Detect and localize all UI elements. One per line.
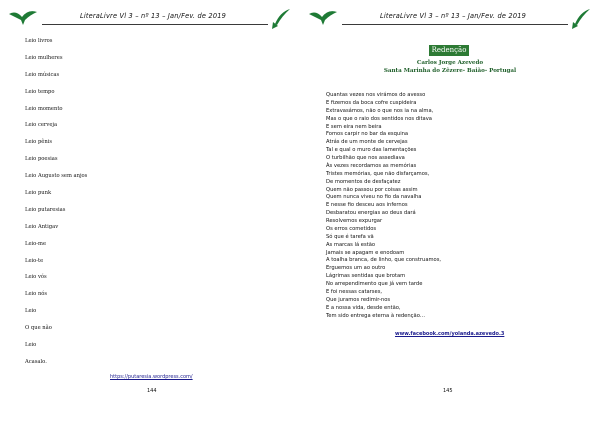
header-rule: [342, 24, 568, 25]
poem-line: Leio: [25, 342, 37, 349]
poem-line: Tristes memórias, que não disfarçamos,: [326, 170, 430, 177]
poem-line: Leio cerveja: [25, 122, 58, 129]
facebook-link[interactable]: www.facebook.com/yolanda.azevedo.3: [395, 331, 505, 337]
poem-line: Desbaratou energias ao deus dará: [326, 210, 416, 217]
poem-line: Leio-me: [25, 240, 47, 247]
poem-line: Leio nós: [25, 291, 48, 298]
poem-line: Leio Augusto sem anjos: [25, 173, 88, 180]
poem-line: Só que é tarefa vã: [326, 233, 374, 240]
header-title: LiteraLivre Vl 3 – nº 13 – Jan/Fev. de 2019: [379, 12, 527, 20]
poem-line: Os erros cometidos: [326, 225, 377, 232]
poem-line: Leio mulheres: [25, 54, 63, 61]
poem-line: Jamais se apagam e enodoam: [326, 249, 405, 256]
poem-line: Tem sido entrega eterna à redenção…: [326, 312, 426, 319]
header-title: LiteraLivre Vl 3 – nº 13 – Jan/Fev. de 2019: [79, 12, 227, 20]
poem-line: Leio: [25, 308, 37, 315]
poem-title: Redenção: [429, 45, 469, 56]
poem-line: E a nossa vida, desde então,: [326, 304, 401, 311]
right-page: [300, 0, 600, 424]
poem-line: O turbilhão que nos assediava: [326, 155, 405, 161]
poem-line: Às vezes recordamos as memórias: [326, 162, 417, 169]
poem-line: E nesse fio desceu aos infernos: [326, 202, 408, 209]
poem-line: Leio Antigav: [25, 223, 59, 230]
poem-line: Erguemos um ao outro: [326, 265, 386, 272]
poem-line: E foi nessas catarses,: [326, 288, 383, 295]
author-name: Carlos Jorge Azevedo: [416, 60, 484, 66]
flying-bird-icon: [8, 8, 38, 30]
poem-line: Leio poesias: [25, 156, 58, 163]
header-rule: [42, 24, 268, 25]
poem-line: Leio tempo: [25, 88, 55, 95]
poem-line: Leio livros: [25, 38, 53, 44]
poem-line: Que juramos redimir-nos: [326, 296, 391, 303]
poem-line: Atrás de um monte de cervejas: [326, 139, 408, 146]
page-number: 144: [147, 388, 157, 394]
flying-bird-icon: [308, 8, 338, 30]
poem-line: Extravasámos, não o que nos ia na alma,: [326, 107, 434, 114]
poem-line: Leio-te: [25, 257, 44, 264]
poem-line: Leio punk: [25, 190, 52, 197]
poem-line: Quem não passou por coisas assim: [326, 186, 418, 193]
poem-line: E sem eira nem beira: [326, 123, 382, 130]
poem-line: Quantas vezes nos virámos do avesso: [326, 92, 426, 98]
poem-line: E fizemos da boca cofre cuspideira: [326, 99, 417, 106]
source-link[interactable]: https://putaresia.wordpress.com/: [110, 374, 193, 380]
page-header: [308, 8, 592, 28]
poem-line: Resolvemos expurgar: [326, 218, 383, 224]
poem-line: As marcas lá estão: [326, 241, 376, 248]
poem-line: Acasalo.: [25, 358, 47, 365]
poem-line: No arrependimento que já vem tarde: [326, 281, 423, 287]
poem-line: Leio vós: [25, 274, 47, 281]
author-place: Santa Marinha do Zêzere- Baião- Portugal: [383, 68, 517, 74]
quill-pen-icon: [570, 8, 592, 30]
poem-line: Tal e qual o muro das lamentações: [326, 147, 417, 154]
poem-line: De momentos de desfaçatez: [326, 178, 401, 185]
poem-line: Leio pênis: [25, 139, 52, 146]
quill-pen-icon: [270, 8, 292, 30]
poem-line: Leio músicas: [25, 71, 60, 78]
poem-lines: [25, 39, 275, 377]
poem-line: Leio momento: [25, 105, 63, 112]
poem-line: Mas o que o raio dos sentidos nos ditava: [326, 115, 432, 122]
poem-line: A toalha branca, de linho, que construamos,: [326, 257, 442, 264]
poem-line: O que não: [25, 325, 52, 332]
poem-line: Quem nunca viveu no fio da navalha: [326, 194, 422, 201]
page-number: 145: [443, 388, 453, 394]
poem-line: Leio putaresias: [25, 206, 66, 213]
poem-line: Lágrimas sentidas que brotam: [326, 273, 406, 280]
page-header: [8, 8, 292, 28]
poem-line: Fomos carpir no bar da esquina: [326, 131, 409, 138]
poem-lines: [326, 92, 586, 320]
